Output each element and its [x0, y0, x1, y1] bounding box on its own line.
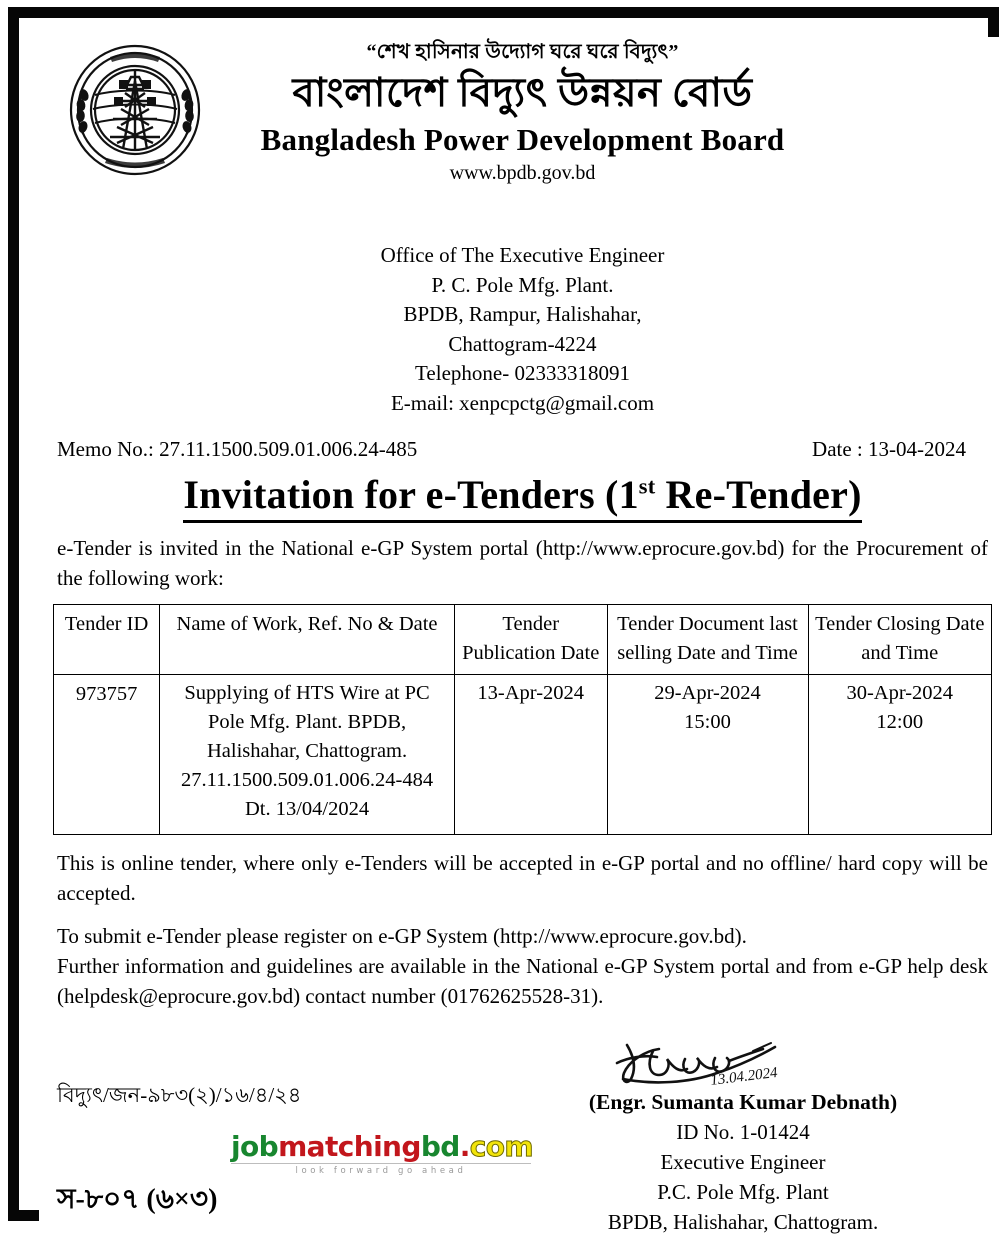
address-line-2: P. C. Pole Mfg. Plant.: [431, 272, 614, 297]
page-title-part2: Re-Tender): [655, 472, 862, 517]
page-title: [53, 471, 992, 523]
page-title-superscript: st: [638, 473, 656, 499]
bengali-reference-number: বিদ্যুৎ/জন-৯৮৩(২)/১৬/৪/২৪: [57, 1083, 302, 1107]
organization-website: www.bpdb.gov.bd: [449, 162, 596, 184]
note-online-tender: This is online tender, where only e-Tenders will be accepted in e-GP portal and no offline/ hard copy will be accepted.: [57, 851, 988, 905]
office-address-block: [53, 241, 992, 418]
table-row: [54, 675, 992, 835]
signatory-name: (Engr. Sumanta Kumar Debnath): [588, 1090, 898, 1114]
cell-tender-id: 973757: [54, 675, 160, 835]
page-title-part1: Invitation for e-Tenders (1: [183, 472, 639, 517]
document-sheet: [39, 37, 1006, 1234]
cell-publication-date: 13-Apr-2024: [454, 675, 607, 835]
table-header-row: [54, 605, 992, 675]
organization-name-bengali: বাংলাদেশ বিদ্যুৎ উন্নয়ন বোর্ড: [292, 70, 753, 115]
cell-last-selling: [607, 675, 808, 835]
work-line-3: Halishahar, Chattogram.: [206, 740, 408, 762]
watermark-dot: .: [459, 1130, 470, 1163]
memo-date: Date : 13-04-2024: [812, 437, 966, 461]
column-header-closing: Tender Closing Date and Time: [808, 605, 992, 675]
document-header: [53, 37, 992, 223]
watermark-tagline: look forward go ahead: [231, 1163, 531, 1177]
tender-table: [53, 604, 992, 835]
jobmatchingbd-watermark-logo: [231, 1132, 531, 1177]
bengali-form-code: স-৮০৭ (৬×৩): [57, 1184, 218, 1215]
organization-name-english: Bangladesh Power Development Board: [260, 122, 785, 157]
signature-block: [483, 1037, 1003, 1237]
watermark-com: com: [469, 1130, 533, 1163]
work-line-2: Pole Mfg. Plant. BPDB,: [207, 711, 407, 733]
handwritten-signature-icon: [483, 1037, 1003, 1089]
note-registration-line1: To submit e-Tender please register on e-GP System (http://www.eprocure.gov.bd).: [57, 924, 747, 948]
work-line-1: Supplying of HTS Wire at PC: [184, 682, 430, 704]
signatory-address: BPDB, Halishahar, Chattogram.: [607, 1210, 879, 1234]
signatory-designation: Executive Engineer: [660, 1150, 826, 1174]
intro-paragraph: e-Tender is invited in the National e-GP System portal (http://www.eprocure.gov.bd) for the Procurement of the following work:: [57, 536, 988, 590]
signature-zone: [53, 1037, 992, 1237]
signatory-plant: P.C. Pole Mfg. Plant: [657, 1180, 829, 1204]
watermark-matching: matching: [278, 1130, 421, 1163]
address-line-1: Office of The Executive Engineer: [380, 243, 665, 267]
work-ref-date: Dt. 13/04/2024: [244, 798, 370, 820]
closing-date: 30-Apr-2024: [846, 682, 954, 704]
watermark-bd: bd: [420, 1130, 460, 1163]
signatory-id: ID No. 1-01424: [676, 1120, 810, 1144]
address-email: E-mail: xenpcpctg@gmail.com: [390, 390, 655, 415]
last-selling-time: 15:00: [684, 711, 731, 733]
slogan-bengali: “শেখ হাসিনার উদ্যোগ ঘরে ঘরে বিদ্যুৎ”: [366, 41, 679, 63]
watermark-wordmark: [231, 1132, 531, 1162]
last-selling-date: 29-Apr-2024: [654, 682, 761, 704]
page-border-frame: [8, 7, 999, 1234]
column-header-last-selling: Tender Document last selling Date and Time: [607, 605, 808, 675]
column-header-tender-id: Tender ID: [54, 605, 160, 675]
svg-text:13.04.2024: 13.04.2024: [709, 1064, 779, 1089]
bpdb-emblem-icon: [65, 39, 205, 181]
note-registration-rest: Further information and guidelines are available in the National e-GP System portal and from e-GP help desk (helpdesk@eprocure.gov.bd) contact number (01762625528-31).: [57, 954, 988, 1008]
memo-line: [53, 435, 992, 463]
note-registration: [53, 921, 992, 1011]
column-header-publication-date: Tender Publication Date: [454, 605, 607, 675]
address-telephone: Telephone- 02333318091: [415, 361, 630, 385]
address-line-4: Chattogram-4224: [448, 331, 597, 356]
memo-number: Memo No.: 27.11.1500.509.01.006.24-485: [57, 437, 418, 461]
address-line-3: BPDB, Rampur, Halishahar,: [403, 302, 642, 326]
cell-name-of-work: [160, 675, 455, 835]
closing-time: 12:00: [876, 711, 924, 733]
column-header-name-of-work: Name of Work, Ref. No & Date: [160, 605, 455, 675]
work-ref-no: 27.11.1500.509.01.006.24-484: [181, 769, 434, 791]
cell-closing: [808, 675, 992, 835]
watermark-job: job: [231, 1130, 279, 1163]
